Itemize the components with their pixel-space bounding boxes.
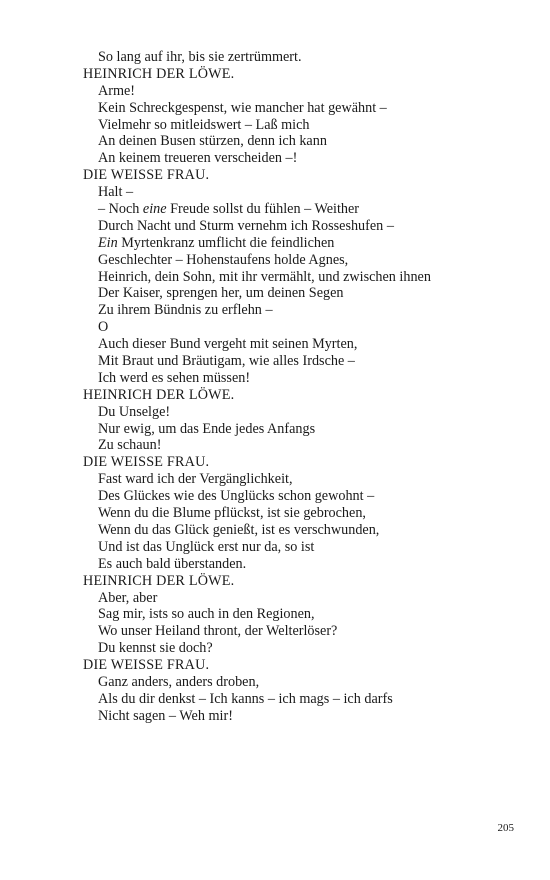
- verse-line: [83, 235, 523, 252]
- emphasized-text: Ein: [98, 234, 118, 251]
- line-text: Durch Nacht und Sturm vernehm ich Rosseshufen –: [98, 217, 394, 234]
- line-text: Arme!: [98, 82, 136, 99]
- verse-line: [83, 370, 523, 387]
- line-text: Zu ihrem Bündnis zu erflehn –: [98, 302, 273, 319]
- line-text: Kein Schreckgespenst, wie mancher hat gewähnt –: [98, 99, 387, 116]
- verse-line: [83, 336, 523, 353]
- verse-line: [83, 404, 523, 421]
- verse-line: [83, 201, 523, 218]
- line-text: So lang auf ihr, bis sie zertrümmert.: [98, 49, 302, 65]
- line-text: Nur ewig, um das Ende jedes Anfangs: [98, 420, 316, 437]
- line-text: Halt –: [98, 184, 134, 201]
- verse-line: [83, 117, 523, 134]
- line-text: Der Kaiser, sprengen her, um deinen Segen: [98, 285, 344, 302]
- verse-line: [83, 83, 523, 100]
- verse-line: [83, 708, 523, 725]
- verse-line: [83, 285, 523, 302]
- line-text: HEINRICH DER LÖWE.: [83, 65, 235, 82]
- verse-line: [83, 353, 523, 370]
- line-text: O: [98, 319, 109, 336]
- speaker-name: [83, 387, 523, 404]
- line-text: DIE WEISSE FRAU.: [83, 657, 210, 674]
- verse-line: [83, 184, 523, 201]
- drama-text: [83, 49, 523, 725]
- verse-line: [83, 49, 523, 66]
- line-text: Nicht sagen – Weh mir!: [98, 707, 233, 724]
- line-text: HEINRICH DER LÖWE.: [83, 386, 235, 403]
- line-text: Wenn du das Glück genießt, ist es verschwunden,: [98, 521, 380, 538]
- verse-line: [83, 319, 523, 336]
- verse-line: [83, 100, 523, 117]
- line-text: – Noch: [98, 201, 143, 218]
- verse-line: [83, 522, 523, 539]
- line-text: Vielmehr so mitleidswert – Laß mich: [98, 116, 310, 133]
- speaker-name: [83, 454, 523, 471]
- line-text: Als du dir denkst – Ich kanns – ich mags – ich darfs: [98, 690, 393, 707]
- verse-line: [83, 218, 523, 235]
- line-text: Und ist das Unglück erst nur da, so ist: [98, 538, 315, 555]
- verse-line: [83, 302, 523, 319]
- line-text: HEINRICH DER LÖWE.: [83, 572, 235, 589]
- speaker-name: [83, 573, 523, 590]
- line-text: Du Unselge!: [98, 403, 171, 420]
- verse-line: [83, 471, 523, 488]
- line-text: Ganz anders, anders droben,: [98, 673, 260, 690]
- line-text: Geschlechter – Hohenstaufens holde Agnes,: [98, 251, 349, 268]
- verse-line: [83, 505, 523, 522]
- speaker-name: [83, 66, 523, 83]
- line-text: Auch dieser Bund vergeht mit seinen Myrten,: [98, 336, 358, 353]
- verse-line: [83, 437, 523, 454]
- line-text: DIE WEISSE FRAU.: [83, 167, 210, 184]
- verse-line: [83, 252, 523, 269]
- line-text: Zu schaun!: [98, 437, 162, 454]
- verse-line: [83, 556, 523, 573]
- emphasized-text: eine: [142, 201, 167, 218]
- verse-line: [83, 133, 523, 150]
- line-text: Wo unser Heiland thront, der Welterlöser?: [98, 623, 338, 640]
- speaker-name: [83, 657, 523, 674]
- page-number: 205: [497, 822, 514, 834]
- verse-line: [83, 623, 523, 640]
- verse-line: [83, 539, 523, 556]
- line-text: Heinrich, dein Sohn, mit ihr vermählt, und zwischen ihnen: [98, 268, 431, 285]
- line-text: Es auch bald überstanden.: [98, 555, 247, 572]
- speaker-name: [83, 167, 523, 184]
- line-text: Ich werd es sehen müssen!: [98, 369, 251, 386]
- verse-line: [83, 421, 523, 438]
- verse-line: [83, 674, 523, 691]
- line-text: Fast ward ich der Vergänglichkeit,: [98, 471, 293, 488]
- verse-line: [83, 640, 523, 657]
- line-text: Sag mir, ists so auch in den Regionen,: [98, 606, 315, 623]
- verse-line: [83, 488, 523, 505]
- line-text: Des Glückes wie des Unglücks schon gewohnt –: [98, 488, 375, 505]
- line-text: Freude sollst du fühlen – Weither: [166, 201, 360, 218]
- line-text: Wenn du die Blume pflückst, ist sie gebrochen,: [98, 505, 366, 522]
- line-text: An keinem treueren verscheiden –!: [98, 150, 298, 167]
- line-text: An deinen Busen stürzen, denn ich kann: [98, 133, 327, 150]
- verse-line: [83, 606, 523, 623]
- verse-line: [83, 590, 523, 607]
- line-text: Myrtenkranz umflicht die feindlichen: [117, 234, 335, 251]
- verse-line: [83, 269, 523, 286]
- verse-line: [83, 691, 523, 708]
- verse-line: [83, 150, 523, 167]
- line-text: DIE WEISSE FRAU.: [83, 454, 210, 471]
- line-text: Mit Braut und Bräutigam, wie alles Irdsche –: [98, 353, 355, 370]
- line-text: Aber, aber: [98, 589, 158, 606]
- line-text: Du kennst sie doch?: [98, 640, 213, 657]
